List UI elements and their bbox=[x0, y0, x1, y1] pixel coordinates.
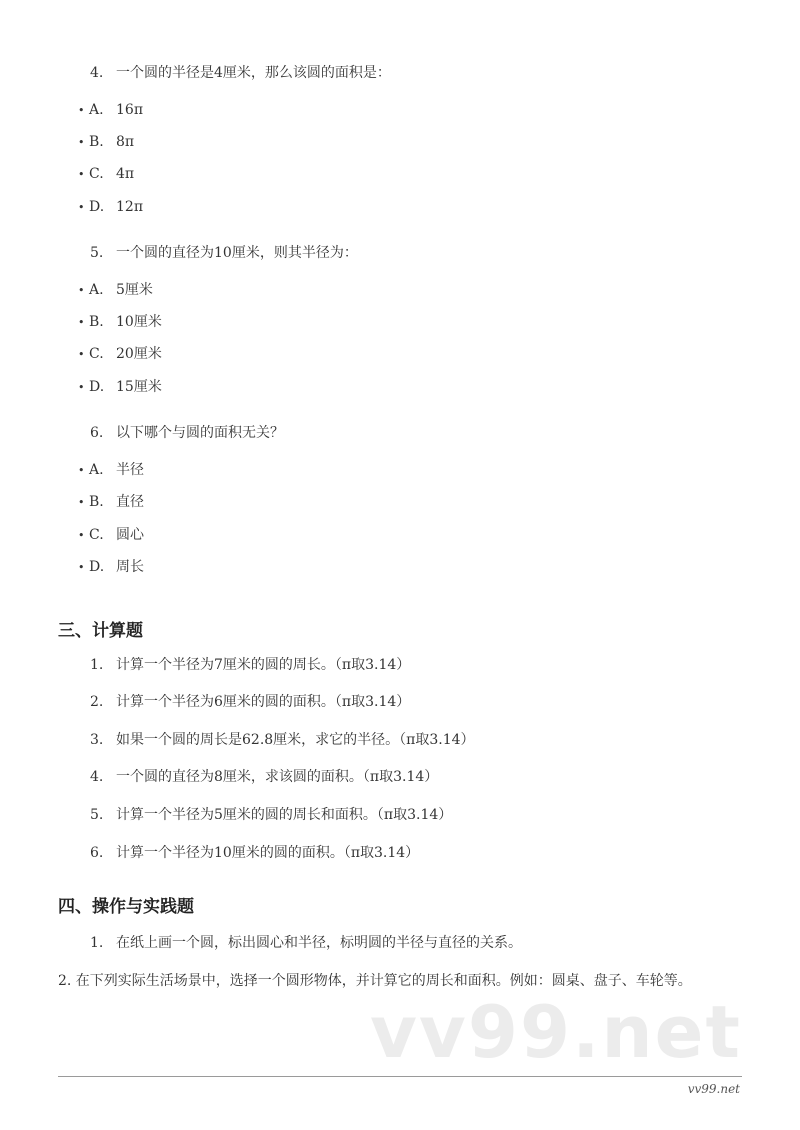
option-text: 5厘米 bbox=[116, 282, 153, 298]
question-number: 6. bbox=[90, 425, 104, 441]
bullet-icon: • bbox=[78, 348, 85, 361]
question-4 bbox=[90, 63, 391, 83]
item-number: 1. bbox=[90, 657, 104, 673]
option-letter: A. bbox=[89, 462, 104, 478]
footer-site: vv99.net bbox=[687, 1082, 740, 1096]
option-text: 12π bbox=[116, 199, 144, 215]
option-letter: A. bbox=[89, 282, 104, 298]
item-text: 计算一个半径为5厘米的圆的周长和面积。（π取3.14） bbox=[116, 807, 453, 823]
question-number: 5. bbox=[90, 245, 104, 261]
option-text: 10厘米 bbox=[116, 314, 162, 330]
option-6c bbox=[78, 525, 144, 546]
section-3-title: 三、计算题 bbox=[58, 621, 143, 641]
question-text: 一个圆的直径为10厘米，则其半径为： bbox=[116, 245, 358, 261]
option-4c bbox=[78, 164, 134, 185]
item-text: 计算一个半径为7厘米的圆的周长。（π取3.14） bbox=[116, 657, 411, 673]
calc-item-4 bbox=[90, 767, 438, 787]
bullet-icon: • bbox=[78, 284, 85, 297]
item-number: 6. bbox=[90, 845, 104, 861]
item-text: 在纸上画一个圆，标出圆心和半径，标明圆的半径与直径的关系。 bbox=[116, 935, 522, 951]
bullet-icon: • bbox=[78, 464, 85, 477]
bullet-icon: • bbox=[78, 201, 85, 214]
item-number: 3. bbox=[90, 732, 104, 748]
item-text: 一个圆的直径为8厘米，求该圆的面积。（π取3.14） bbox=[116, 769, 439, 785]
option-5b bbox=[78, 312, 162, 333]
item-number: 4. bbox=[90, 769, 104, 785]
item-number: 1. bbox=[90, 935, 104, 951]
option-letter: A. bbox=[89, 102, 104, 118]
question-text: 一个圆的半径是4厘米，那么该圆的面积是： bbox=[116, 65, 391, 81]
option-text: 直径 bbox=[116, 494, 144, 510]
option-letter: D. bbox=[89, 559, 105, 575]
option-5a bbox=[78, 280, 153, 301]
option-6b bbox=[78, 492, 144, 513]
bullet-icon: • bbox=[78, 316, 85, 329]
calc-item-3 bbox=[90, 730, 475, 750]
question-text: 以下哪个与圆的面积无关？ bbox=[116, 425, 284, 441]
option-text: 20厘米 bbox=[116, 346, 162, 362]
option-4a bbox=[78, 100, 143, 121]
practice-item-1 bbox=[90, 933, 522, 953]
option-text: 周长 bbox=[116, 559, 144, 575]
bullet-icon: • bbox=[78, 136, 85, 149]
option-letter: B. bbox=[89, 314, 104, 330]
question-5 bbox=[90, 243, 358, 263]
question-number: 4. bbox=[90, 65, 104, 81]
option-text: 圆心 bbox=[116, 527, 144, 543]
option-letter: B. bbox=[89, 494, 104, 510]
section-4-title: 四、操作与实践题 bbox=[58, 897, 194, 917]
footer-divider bbox=[58, 1076, 742, 1077]
practice-item-2: 2. 在下列实际生活场景中，选择一个圆形物体，并计算它的周长和面积。例如：圆桌、盘子、车轮等。 bbox=[58, 973, 692, 989]
item-number: 2. bbox=[90, 694, 104, 710]
option-text: 15厘米 bbox=[116, 379, 162, 395]
calc-item-6 bbox=[90, 843, 419, 863]
bullet-icon: • bbox=[78, 168, 85, 181]
option-4b bbox=[78, 132, 134, 153]
option-text: 16π bbox=[116, 102, 144, 118]
option-text: 半径 bbox=[116, 462, 144, 478]
question-6 bbox=[90, 423, 284, 443]
item-number: 5. bbox=[90, 807, 104, 823]
bullet-icon: • bbox=[78, 561, 85, 574]
option-letter: D. bbox=[89, 199, 105, 215]
option-6a bbox=[78, 460, 144, 481]
item-text: 计算一个半径为6厘米的圆的面积。（π取3.14） bbox=[116, 694, 411, 710]
calc-item-5 bbox=[90, 805, 452, 825]
item-text: 如果一个圆的周长是62.8厘米，求它的半径。（π取3.14） bbox=[116, 732, 475, 748]
option-5d bbox=[78, 377, 162, 398]
calc-item-1 bbox=[90, 655, 410, 675]
option-5c bbox=[78, 344, 162, 365]
option-letter: C. bbox=[89, 346, 104, 362]
bullet-icon: • bbox=[78, 381, 85, 394]
option-4d bbox=[78, 197, 143, 218]
item-text: 计算一个半径为10厘米的圆的面积。（π取3.14） bbox=[116, 845, 420, 861]
option-text: 4π bbox=[116, 166, 135, 182]
option-6d bbox=[78, 557, 144, 578]
option-letter: C. bbox=[89, 166, 104, 182]
option-text: 8π bbox=[116, 134, 135, 150]
bullet-icon: • bbox=[78, 104, 85, 117]
option-letter: B. bbox=[89, 134, 104, 150]
bullet-icon: • bbox=[78, 529, 85, 542]
watermark: vv99.net bbox=[370, 990, 742, 1074]
bullet-icon: • bbox=[78, 496, 85, 509]
option-letter: C. bbox=[89, 527, 104, 543]
calc-item-2 bbox=[90, 692, 410, 712]
option-letter: D. bbox=[89, 379, 105, 395]
